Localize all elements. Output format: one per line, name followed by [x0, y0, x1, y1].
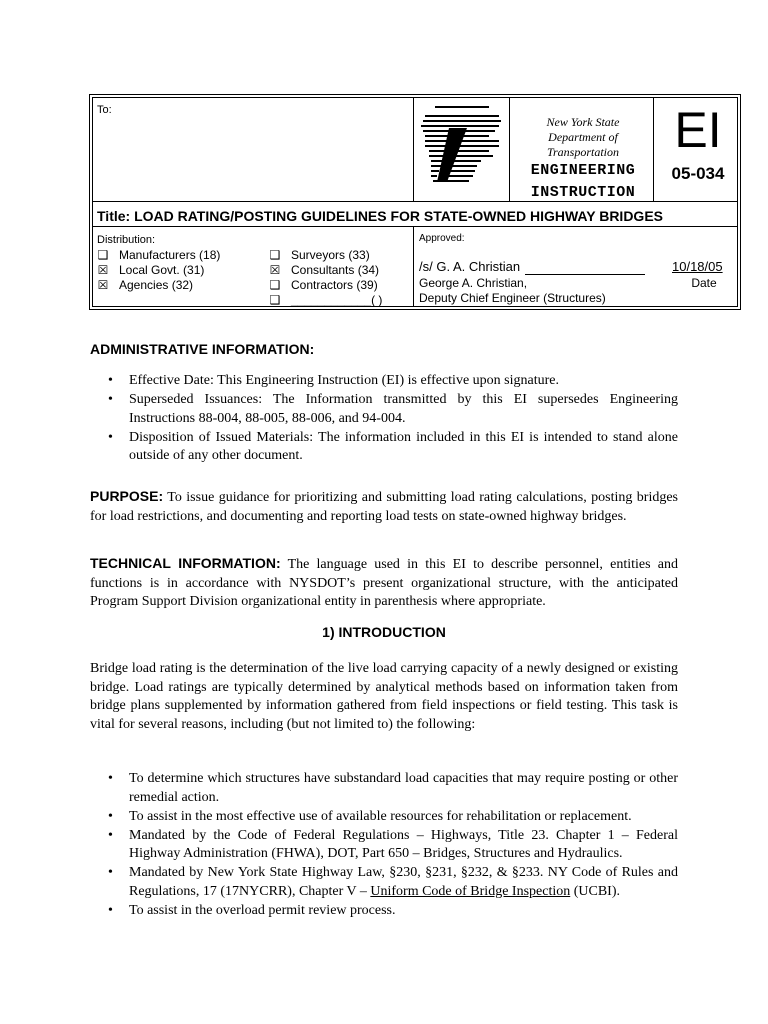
ucbi-reference: Uniform Code of Bridge Inspection	[370, 883, 571, 899]
list-item: • Disposition of Issued Materials: The information included in this EI is intended to stand alone outside of any other document.	[108, 429, 678, 466]
checkbox-icon: ❑	[97, 248, 109, 262]
logo-dept-divider	[509, 98, 510, 201]
purpose-text: To issue guidance for prioritizing and submitting load rating calculations, posting bridges for load restrictions, and documenting and reporting load tests on state-owned highway bridges.	[90, 490, 678, 524]
signer-block	[419, 276, 606, 306]
dept-line-1: New York State	[546, 115, 620, 129]
distribution-item-label: Manufacturers (18)	[119, 248, 221, 262]
signer-name: George A. Christian,	[419, 276, 528, 290]
distribution-item	[269, 248, 370, 262]
distribution-item	[269, 278, 378, 292]
header-inner-border	[92, 97, 738, 307]
title-row-bottom-rule	[93, 226, 737, 227]
checkbox-checked-icon: ☒	[269, 263, 281, 277]
distribution-item-label: ____________( )	[291, 293, 383, 307]
admin-heading: ADMINISTRATIVE INFORMATION:	[90, 341, 315, 357]
checkbox-icon: ❑	[269, 248, 281, 262]
document-type	[511, 160, 655, 204]
distribution-item	[97, 248, 220, 262]
to-label: To:	[97, 104, 112, 116]
doc-type-line-2: INSTRUCTION	[530, 184, 636, 201]
signature: /s/ G. A. Christian	[419, 259, 521, 274]
list-item	[108, 864, 678, 901]
list-item: • To determine which structures have substandard load capacities that may require posting or other remedial action.	[108, 770, 678, 807]
distribution-item-label: Local Govt. (31)	[119, 263, 205, 277]
dept-line-2: Department of	[548, 130, 618, 144]
signature-line	[525, 274, 645, 275]
purpose-paragraph	[90, 487, 678, 526]
dept-line-3: Transportation	[546, 145, 620, 159]
distribution-item-label: Consultants (34)	[291, 263, 380, 277]
distribution-item	[269, 263, 379, 277]
distribution-item	[97, 263, 204, 277]
list-item-text: Mandated by New York State Highway Law, §230, §231, §232, & §233. NY Code of Rules and Regulations, 17 (17NYCRR), Chapter V –	[129, 865, 678, 899]
distribution-approval-divider	[413, 226, 414, 306]
distribution-item	[97, 278, 193, 292]
technical-paragraph	[90, 554, 678, 612]
signer-title: Deputy Chief Engineer (Structures)	[419, 291, 606, 305]
distribution-item-label: Agencies (32)	[119, 278, 194, 292]
list-item: • To assist in the most effective use of available resources for rehabilitation or replacement.	[108, 808, 678, 827]
to-logo-divider	[413, 98, 414, 201]
intro-paragraph: Bridge load rating is the determination of the live load carrying capacity of a newly designed or existing bridge. Load ratings are typically determined by analytical methods based on information taken from bridge plans supplemented by information gathered from field inspections or field testing. This task is vital for several reasons, including (but not limited to) the following:	[90, 661, 678, 732]
list-item: • To assist in the overload permit review process.	[108, 902, 678, 921]
list-item: • Mandated by the Code of Federal Regulations – Highways, Title 23. Chapter 1 – Federal Highway Administration (FHWA), DOT, Part 650 – Bridges, Structures and Hydraulics.	[108, 827, 678, 864]
distribution-item	[269, 293, 382, 307]
checkbox-icon: ❑	[269, 293, 281, 307]
ei-number: 05-034	[671, 164, 725, 183]
list-item-text: (UCBI).	[570, 883, 621, 899]
department-name	[511, 115, 655, 160]
header-block	[89, 94, 741, 310]
list-item: • Effective Date: This Engineering Instruction (EI) is effective upon signature.	[108, 372, 678, 391]
checkbox-checked-icon: ☒	[97, 278, 109, 292]
document-title: Title: LOAD RATING/POSTING GUIDELINES FOR STATE-OWNED HIGHWAY BRIDGES	[97, 208, 663, 224]
ei-code: EI	[674, 102, 722, 158]
distribution-label: Distribution:	[97, 234, 156, 246]
approval-date: 10/18/05	[672, 259, 723, 274]
purpose-label: PURPOSE:	[90, 488, 164, 504]
doc-type-line-1: ENGINEERING	[530, 162, 636, 179]
list-item: • Superseded Issuances: The Information transmitted by this EI supersedes Engineering Instructions 88-004, 88-005, 88-006, and 94-004.	[108, 391, 678, 428]
checkbox-checked-icon: ☒	[97, 263, 109, 277]
distribution-item-label: Surveyors (33)	[291, 248, 370, 262]
section-heading: 1) INTRODUCTION	[322, 624, 446, 640]
technical-text: The language used in this EI to describe personnel, entities and functions is in accordance with NYSDOT’s present organizational structure, with the anticipated Program Support Division organizational entity in parenthesis where appropriate.	[90, 557, 678, 609]
intro-list	[108, 770, 678, 921]
checkbox-icon: ❑	[269, 278, 281, 292]
technical-label: TECHNICAL INFORMATION:	[90, 555, 281, 571]
nysdot-logo-icon	[419, 104, 505, 190]
admin-list	[108, 372, 678, 466]
approved-label: Approved:	[419, 233, 465, 244]
date-label: Date	[691, 276, 717, 290]
distribution-item-label: Contractors (39)	[291, 278, 378, 292]
